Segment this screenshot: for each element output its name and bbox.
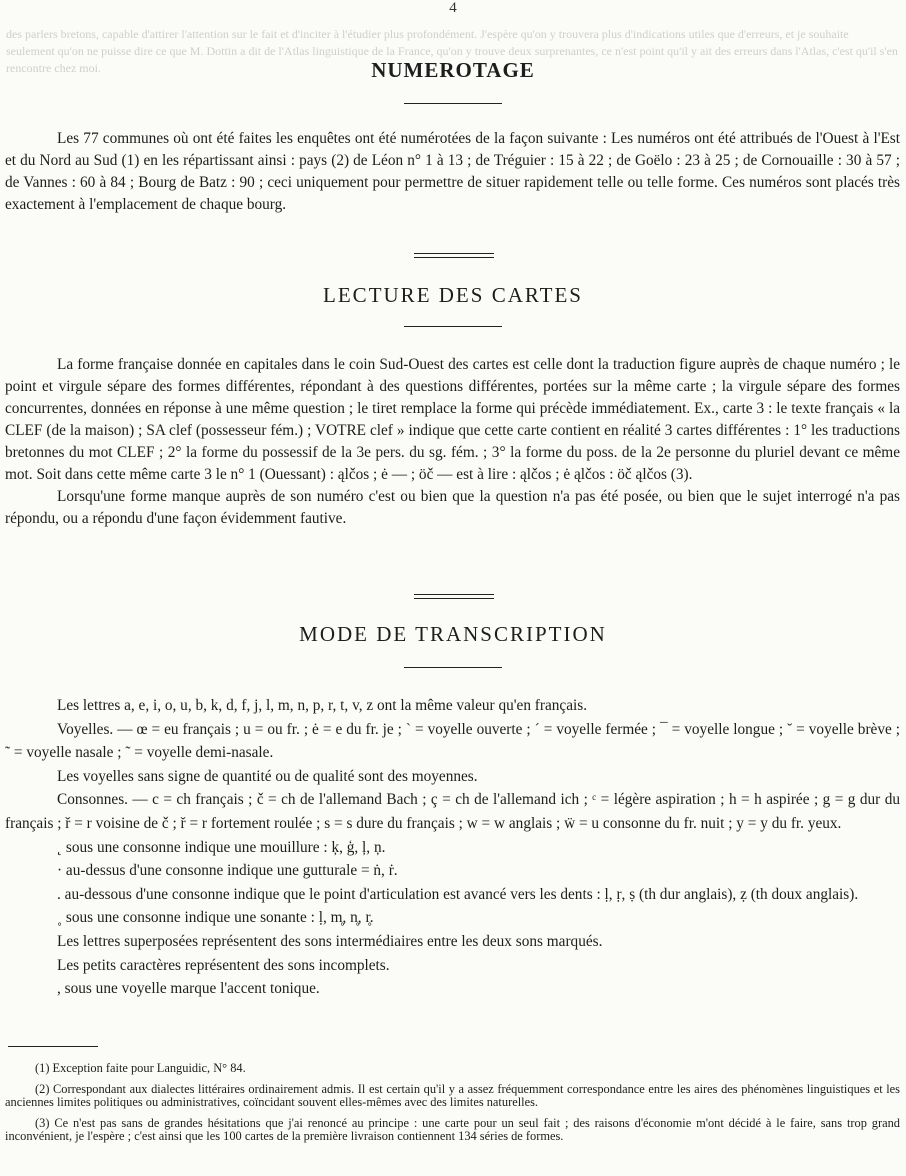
paragraph: Les lettres a, e, i, o, u, b, k, d, f, j, l, m, n, p, r, t, v, z ont la même valeur qu'en français. [57, 697, 588, 714]
section-underline [404, 326, 502, 327]
paragraph: Les lettres superposées représentent des sons intermédiaires entre les deux sons marqués. [57, 932, 603, 950]
section-underline [404, 667, 502, 668]
paragraph: Voyelles. — œ = eu français ; u = ou fr. ; ė = e du fr. je ; ` = voyelle ouverte ; ´ = voyelle fermée ; ¯ = voyelle longue ; ˘ = voyelle brève ; ˜ = voyelle nasale ; ˜ = voyelle demi-nasale. [5, 720, 900, 762]
paragraph: ˛ sous une consonne indique une mouillure : ķ, ģ, ļ, ņ. [57, 838, 386, 856]
section-divider [414, 253, 494, 258]
footnote: (3) Ce n'est pas sans de grandes hésitations que j'ai renoncé au principe : une carte pour un seul fait ; des raisons d'économie m'ont décidé à le faire, sans trop grand inconvénient, je l'espère ; c'est ainsi que les 100 cartes de la première livraison contiennent 134 séries de formes. [5, 1115, 900, 1144]
section-underline [404, 103, 502, 104]
bleed-through-text: des parlers bretons, capable d'attirer l'attention sur le fait et d'inciter à l'étudier plus profondément. J'espère qu'on y trouvera plus d'indications utiles que d'erreurs, et je souhaite seulement qu'on ne puisse dire ce que M. Dottin a dit de l'Atlas linguistique de la France, qu'on y trouve deux surprenantes, ce n'est point qu'il y ait des erreurs dans l'Atlas, c'est qu'il s'en rencontre chez moi. [6, 27, 898, 75]
section-body-numerotage [5, 128, 900, 216]
section-title-lecture: LECTURE DES CARTES [323, 283, 583, 307]
paragraph: Les voyelles sans signe de quantité ou de qualité sont des moyennes. [57, 767, 478, 785]
section-divider [414, 594, 494, 599]
paragraph: Les 77 communes où ont été faites les enquêtes ont été numérotées de la façon suivante : Les numéros ont été attribués de l'Ouest à l'Est et du Nord au Sud (1) en les répartissant ainsi : pays (2) de Léon n° 1 à 13 ; de Tréguier : 15 à 22 ; de Goëlo : 23 à 25 ; de Cornouaille : 30 à 57 ; de Vannes : 60 à 84 ; Bourg de Batz : 90 ; ceci uniquement pour permettre de situer rapidement telle ou telle forme. Ces numéros sont placés très exactement à l'emplacement de chaque bourg. [5, 130, 900, 213]
page-number: 4 [449, 0, 457, 16]
footnote-separator [8, 1046, 98, 1047]
footnote: (1) Exception faite pour Languidic, N° 84. [35, 1061, 246, 1075]
footnotes [5, 1062, 900, 1151]
paragraph: · au-dessus d'une consonne indique une gutturale = ṅ, ṙ. [57, 862, 398, 880]
section-title-numerotage: NUMEROTAGE [371, 58, 535, 82]
paragraph: . au-dessous d'une consonne indique que le point d'articulation est avancé vers les dents : ḷ, ṛ, ṣ (th dur anglais), ẓ (th doux anglais). [57, 885, 859, 903]
footnote: (2) Correspondant aux dialectes littéraires ordinairement admis. Il est certain qu'il y a assez fréquemment correspondance entre les aires des phénomènes linguistiques et les anciennes limites politiques ou administratives, coïncidant souvent elles-mêmes avec des limites naturelles. [5, 1081, 900, 1110]
section-title-transcription: MODE DE TRANSCRIPTION [299, 622, 607, 646]
paragraph: Les petits caractères représentent des sons incomplets. [57, 956, 390, 974]
paragraph: , sous une voyelle marque l'accent tonique. [57, 980, 320, 998]
paragraph: Lorsqu'une forme manque auprès de son numéro c'est ou bien que la question n'a pas été posée, ou bien que le sujet interrogé n'a pas répondu, ou a répondu d'une façon évidemment fautive. [5, 488, 900, 527]
paragraph: La forme française donnée en capitales dans le coin Sud-Ouest des cartes est celle dont la traduction figure auprès de chaque numéro ; le point et virgule sépare des formes différentes, répondant à des questions différentes, portées sur la même carte ; la virgule sépare des formes concurrentes, données en réponse à une même question ; le tiret remplace la forme qui précède immédiatement. Ex., carte 3 : le texte français « la CLEF (de la maison) ; SA clef (possesseur fém.) ; VOTRE clef » indique que cette carte contient en réalité 3 cartes différentes : 1° les traductions bretonnes du mot CLEF ; 2° la forme du possessif de la 3e pers. du sg. fém. ; 3° la forme du poss. de la 2e personne du pluriel devant ce même mot. Soit dans cette même carte 3 le n° 1 (Ouessant) : ąlčos ; ė — ; öč — est à lire : ąlčos ; ė ąlčos : öč ąlčos (3). [5, 356, 900, 483]
paragraph: ˳ sous une consonne indique une sonante : ḷ, m̥, n̥, r̥. [57, 909, 374, 927]
paragraph: Consonnes. — c = ch français ; č = ch de l'allemand Bach ; ç = ch de l'allemand ich ; ᶜ = légère aspiration ; h = h aspirée ; g = g dur du français ; ř = r voisine de č ; ř = r fortement roulée ; s = s dure du français ; w = w anglais ; ẅ = u consonne du fr. nuit ; y = y du fr. yeux. [5, 791, 900, 832]
section-body-transcription [5, 694, 900, 1001]
section-body-lecture [5, 354, 900, 530]
